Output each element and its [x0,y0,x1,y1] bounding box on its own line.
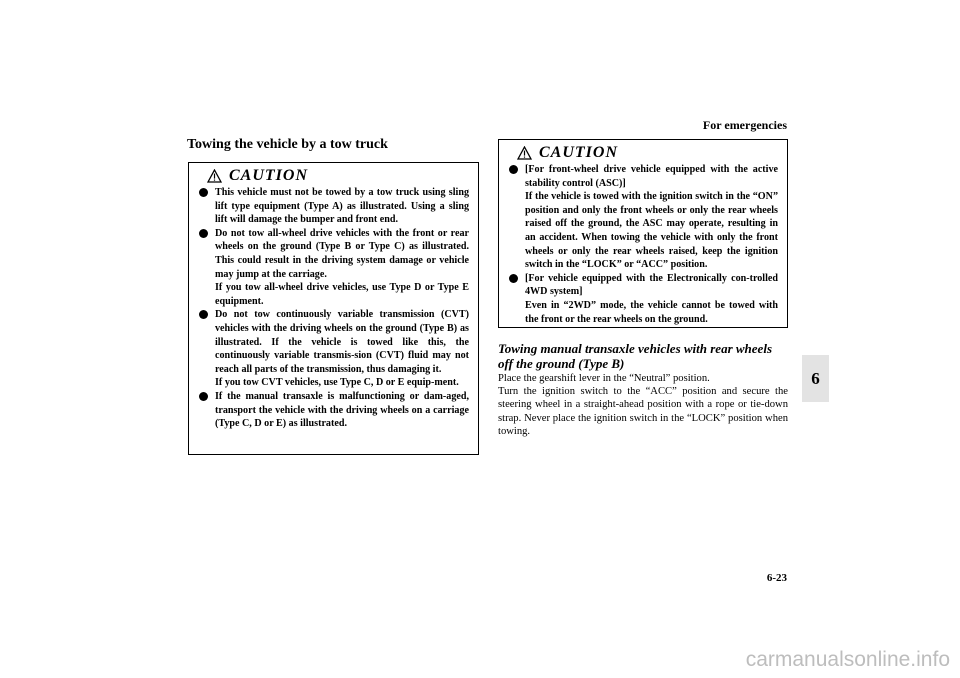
chapter-tab: 6 [802,355,829,402]
caution-item [507,272,778,326]
warning-triangle-icon [207,169,222,183]
caution-item-text: Do not tow continuously variable transmission (CVT) vehicles with the driving wheels on the ground (Type B) as illustrated. If the vehicle is towed like this, the continuously variable transmis-sion (CVT) fluid may not reach all parts of the transmission, thus damaging it. [215,309,469,375]
caution-box-left [188,162,479,455]
caution-item-note: Even in “2WD” mode, the vehicle cannot be towed with the front or the rear wheels on the ground. [525,299,778,325]
caution-header [207,167,469,185]
caution-item [507,163,778,272]
caution-item-text: [For vehicle equipped with the Electronically con-trolled 4WD system] [525,272,778,298]
bullet-icon [199,310,208,319]
caution-item [197,390,469,431]
caution-header [517,144,778,162]
bullet-icon [199,392,208,401]
caution-item-note: If you tow CVT vehicles, use Type C, D or E equip-ment. [215,377,459,389]
caution-item-text: This vehicle must not be towed by a tow truck using sling lift type equipment (Type A) as illustrated. Using a sling lift will damage the bumper and front end. [215,187,469,226]
caution-item [197,186,469,227]
page-number: 6-23 [766,572,787,584]
caution-item-text: If the manual transaxle is malfunctioning or dam-aged, transport the vehicle with the driving wheels on a carriage (Type C, D or E) as illustrated. [215,390,469,430]
section-title: Towing the vehicle by a tow truck [187,137,388,152]
subsection-body [498,372,788,438]
caution-title: CAUTION [539,144,619,161]
bullet-icon [199,229,208,238]
caution-item [197,227,469,309]
caution-item-text: [For front-wheel drive vehicle equipped with the active stability control (ASC)] [525,164,778,189]
caution-item-text: Do not tow all-wheel drive vehicles with the front or rear wheels on the ground (Type B or Type C) as illustrated. This could result in the driving system damage or vehicle may jump at the carriage. [215,227,469,280]
running-header: For emergencies [702,118,787,132]
body-paragraph: Turn the ignition switch to the “ACC” position and secure the steering wheel in a straight-ahead position with a rope or tie-down strap. Never place the ignition switch in the “LOCK” position when towing. [498,386,788,437]
body-paragraph: Place the gearshift lever in the “Neutral” position. [498,373,710,384]
bullet-icon [509,274,518,283]
caution-item-note: If the vehicle is towed with the ignition switch in the “ON” position and only the front wheels or only the rear wheels raised off the ground, the ASC may operate, resulting in an accident. When towing the vehicle with only the front wheels or only the rear wheels raised, keep the ignition switch in the “LOCK” or “ACC” position. [525,191,778,271]
watermark: carmanualsonline.info [745,648,950,671]
caution-item [197,308,469,390]
bullet-icon [199,188,208,197]
bullet-icon [509,165,518,174]
caution-box-right [498,139,788,328]
caution-item-note: If you tow all-wheel drive vehicles, use Type D or Type E equipment. [215,282,469,307]
caution-title: CAUTION [229,167,309,184]
warning-triangle-icon [517,146,532,160]
subsection-title: Towing manual transaxle vehicles with rear wheels off the ground (Type B) [498,341,773,371]
